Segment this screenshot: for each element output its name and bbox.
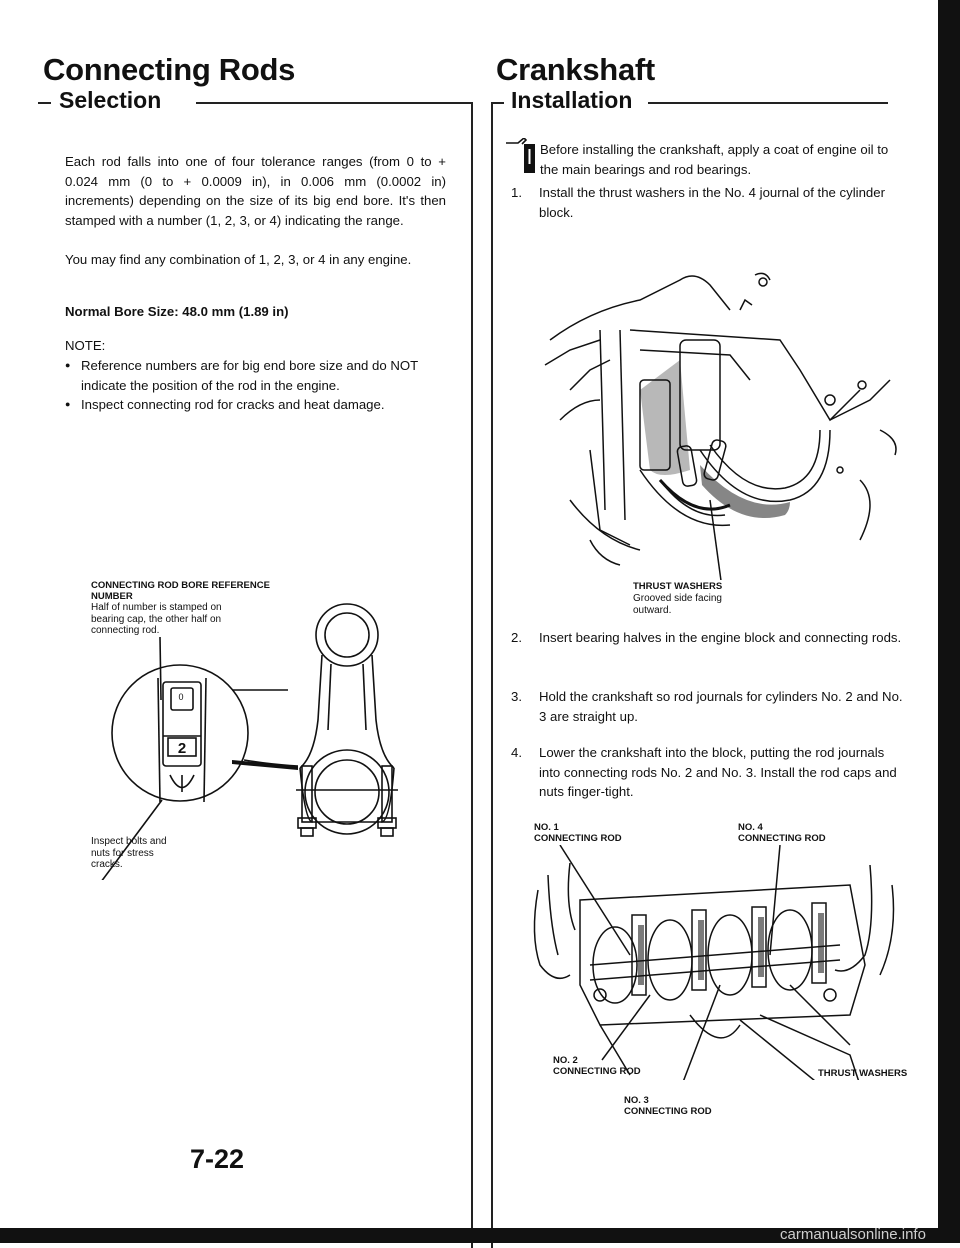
step-2-text: Insert bearing halves in the engine block and connecting rods.	[539, 630, 902, 645]
thrust-washers-note: Grooved side facing outward.	[633, 593, 722, 616]
step-4-text: Lower the crankshaft into the block, putting the rod journals into connecting rods No. 2 and No. 3. Install the rod caps and nuts finger-tight.	[539, 745, 897, 799]
caution-icon	[504, 138, 536, 174]
stamp-number: 2	[177, 740, 187, 757]
step-3-text: Hold the crankshaft so rod journals for cylinders No. 2 and No. 3 are straight up.	[539, 689, 903, 724]
cylinder-block-thrust-washer-figure	[530, 270, 910, 580]
note-item: ● Inspect connecting rod for cracks and heat damage.	[65, 395, 446, 415]
step-1	[511, 183, 903, 222]
selection-paragraph-2: You may find any combination of 1, 2, 3, or 4 in any engine.	[65, 252, 412, 267]
right-column-border	[491, 102, 493, 1248]
section-heading-installation: Installation	[511, 87, 633, 113]
section-rule-left-start	[38, 102, 51, 104]
section-heading-selection: Selection	[59, 87, 162, 113]
no4-rod-label-number: NO. 4	[738, 822, 763, 833]
note-label: NOTE:	[65, 338, 106, 353]
notes-list	[65, 356, 446, 415]
bore-size-value: 48.0 mm (1.89 in)	[182, 304, 289, 319]
bore-reference-callout-text: Half of number is stamped on bearing cap, the other half on connecting rod.	[91, 602, 222, 636]
connecting-rod-figure	[60, 560, 470, 880]
thrust-washers-label-2: THRUST WASHERS	[818, 1068, 908, 1079]
left-column-border	[471, 102, 473, 1248]
step-1-text: Install the thrust washers in the No. 4 journal of the cylinder block.	[539, 185, 885, 220]
step-4-number: 4.	[511, 745, 522, 760]
page-title-right: Crankshaft	[496, 52, 655, 87]
scan-edge-right	[938, 0, 960, 1243]
step-2-number: 2.	[511, 630, 522, 645]
no4-rod-label-text: CONNECTING ROD	[738, 833, 826, 844]
section-rule-left-end	[196, 102, 472, 104]
caution-text: Before installing the crankshaft, apply a coat of engine oil to the main bearings and rod bearings.	[540, 142, 889, 177]
section-rule-right-end	[648, 102, 888, 104]
step-4	[511, 743, 903, 802]
page-number: 7-22	[190, 1144, 245, 1174]
note-item: ● Reference numbers are for big end bore size and do NOT indicate the position of the rod in the engine.	[65, 356, 446, 395]
step-1-number: 1.	[511, 185, 522, 200]
section-rule-right-start	[491, 102, 504, 104]
crankshaft-installation-figure	[520, 845, 910, 1080]
bore-reference-callout-title: CONNECTING ROD BORE REFERENCE NUMBER	[91, 580, 270, 602]
no4-rod-label	[738, 822, 826, 844]
no3-rod-label	[624, 1095, 712, 1117]
inspect-bolts-text: Inspect bolts and nuts for stress cracks.	[91, 836, 167, 870]
no1-rod-label-text: CONNECTING ROD	[534, 833, 622, 844]
no2-rod-label	[553, 1055, 641, 1077]
bore-size	[65, 302, 289, 322]
step-2	[511, 628, 903, 648]
no1-rod-label-number: NO. 1	[534, 822, 559, 833]
no3-rod-label-number: NO. 3	[624, 1095, 649, 1106]
svg-text:0: 0	[178, 692, 184, 702]
thrust-washers-label: THRUST WASHERS	[633, 581, 723, 592]
page-title-left: Connecting Rods	[43, 52, 296, 87]
no2-rod-label-text: CONNECTING ROD	[553, 1066, 641, 1077]
no2-rod-label-number: NO. 2	[553, 1055, 578, 1066]
selection-paragraph-1: Each rod falls into one of four tolerance ranges (from 0 to + 0.024 mm (0 to + 0.0009 in), in 0.006 mm (0.0002 in) increments) depending on the size of its big end bore. It's then stamped with a number (1, 2, 3, or 4) indicating the range.	[65, 154, 446, 228]
no3-rod-label-text: CONNECTING ROD	[624, 1106, 712, 1117]
step-3	[511, 687, 903, 726]
no1-rod-label	[534, 822, 622, 844]
step-3-number: 3.	[511, 689, 522, 704]
watermark: carmanualsonline.info	[780, 1226, 926, 1243]
bore-size-label: Normal Bore Size:	[65, 304, 179, 319]
